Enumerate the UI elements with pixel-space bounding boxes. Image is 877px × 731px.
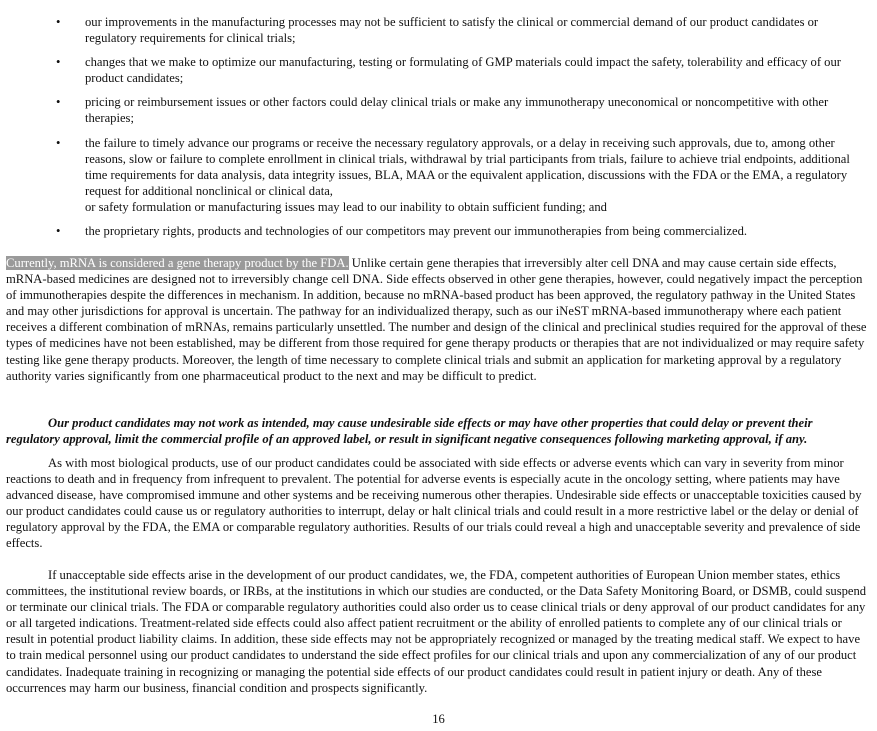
- bullet-item: [0, 94, 877, 126]
- bullet-text: pricing or reimbursement issues or other factors could delay clinical trials or make any immunotherapy uneconomical or noncompetitive with other therapies;: [85, 95, 829, 126]
- bullet-text: or safety formulation or manufacturing issues may lead to our inability to obtain sufficient funding; and: [85, 199, 607, 214]
- risk-factor-heading: Our product candidates may not work as intended, may cause undesirable side effects or may have other properties that could delay or prevent their regulatory approval, limit the commercial profile of an approved label, or result in significant negative consequences following marketing approval, if any.: [6, 416, 813, 447]
- bullet-text: changes that we make to optimize our manufacturing, testing or formulating of GMP materials could impact the safety, tolerability and efficacy of our product candidates;: [85, 55, 841, 86]
- bullet-item: [0, 54, 877, 86]
- risk-bullet-list: [0, 14, 877, 247]
- bullet-text: our improvements in the manufacturing processes may not be sufficient to satisfy the clinical or commercial demand of our product candidates or regulatory requirements for clinical trials;: [85, 15, 819, 46]
- unacceptable-side-effects-paragraph: If unacceptable side effects arise in the development of our product candidates, we, the FDA, competent authorities of European Union member states, ethics committees, the institutional review boards, or IRBs, at the institutions in which our studies are conducted, or the Data Safety Monitoring Board, or DSMB, could suspend or terminate our clinical trials. The FDA or comparable regulatory authorities could also order us to cease clinical trials or deny approval of our product candidates for any or all targeted indications. Treatment-related side effects could also affect patient recruitment or the ability of enrolled patients to complete any of our clinical trials or result in potential product liability claims. In addition, these side effects may not be appropriately recognized or managed by the treating medical staff. We expect to have to train medical personnel using our product candidates to understand the side effect profiles for our clinical trials and upon any commercialization of any of our product candidates. Inadequate training in recognizing or managing the potential side effects of our product candidates could result in patient injury or death. Any of these occurrences may harm our business, financial condition and prospects significantly.: [6, 568, 867, 695]
- bullet-item: [0, 135, 877, 215]
- bullet-icon: •: [56, 135, 61, 150]
- mrna-paragraph: [6, 255, 868, 384]
- mrna-paragraph-text: Unlike certain gene therapies that irreversibly alter cell DNA and may cause certain side effects, mRNA-based medicines are designed not to irreversibly change cell DNA. Side effects observed in other gene therapies, however, could negatively impact the perception of immunotherapies despite the differences in mechanism. In addition, because no mRNA-based product has been approved, the regulatory pathway in the United States and may other jurisdictions for approval is uncertain. The pathway for an individualized therapy, such as our iNeST mRNA-based immunotherapy where each patient receives a different combination of mRNAs, remains particularly unsettled. The number and design of the clinical and preclinical studies required for the approval of these types of medicines have not been established, may be different from those required for gene therapy products or therapies that are not individualized or may require safety testing like gene therapy products. Moreover, the length of time necessary to complete clinical trials and submit an application for marketing approval by a regulatory authority varies significantly from one pharmaceutical product to the next and may be difficult to predict.: [6, 256, 867, 383]
- bullet-item: [0, 14, 877, 46]
- bullet-text: the failure to timely advance our programs or receive the necessary regulatory approvals, or a delay in receiving such approvals, due to, among other reasons, slow or failure to complete enrollment in clinical trials, withdrawal by trial participants from trials, failure to achieve trial endpoints, additional time requirements for data analysis, data integrity issues, BLA, MAA or the equivalent application, discussions with the FDA or the EMA, a regulatory request for additional nonclinical or clinical data,: [85, 135, 850, 198]
- bullet-icon: •: [56, 95, 61, 110]
- highlighted-sentence[interactable]: Currently, mRNA is considered a gene therapy product by the FDA.: [6, 256, 349, 270]
- bullet-icon: •: [56, 55, 61, 70]
- bullet-icon: •: [56, 15, 61, 29]
- side-effects-paragraph: As with most biological products, use of our product candidates could be associated with side effects or adverse events which can vary in severity from minor reactions to death and in frequency from infrequent to prevalent. The potential for adverse events is especially acute in the oncology setting, where patients may have advanced disease, have compromised immune and other systems and be receiving numerous other therapies. Undesirable side effects or unacceptable toxicities caused by our product candidates could cause us or regulatory authorities to interrupt, delay or halt clinical trials and could result in a more restrictive label or the delay or denial of regulatory approval by the FDA, the EMA or comparable regulatory authorities. Results of our trials could reveal a high and unacceptable severity and prevalence of side effects.: [6, 456, 862, 551]
- bullet-text: the proprietary rights, products and technologies of our competitors may prevent our immunotherapies from being commercialized.: [85, 224, 748, 239]
- page-number: 16: [432, 712, 445, 726]
- bullet-item: [0, 223, 877, 239]
- bullet-icon: •: [56, 224, 61, 239]
